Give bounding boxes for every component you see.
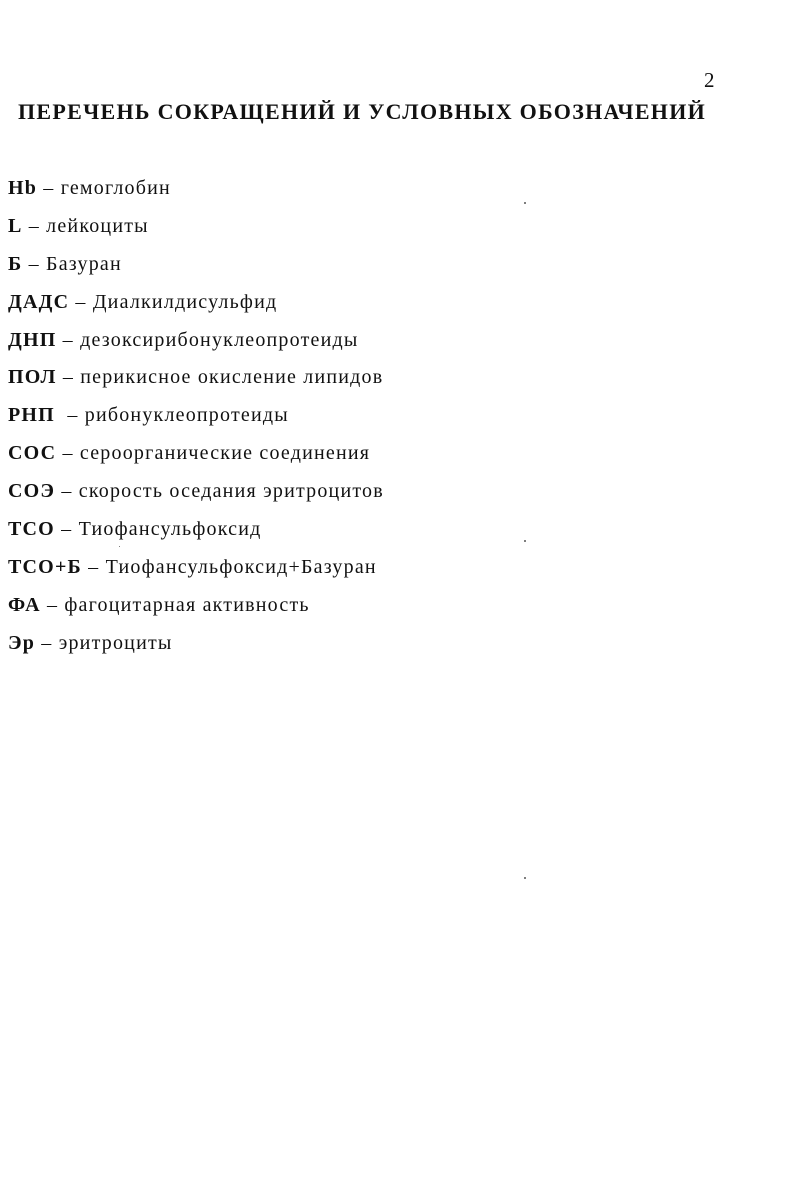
abbreviation-term: Б xyxy=(8,252,23,275)
abbreviation-item xyxy=(8,477,384,515)
page-title: ПЕРЕЧЕНЬ СОКРАЩЕНИЙ И УСЛОВНЫХ ОБОЗНАЧЕНИЙ xyxy=(18,99,707,124)
abbreviation-term: Hb xyxy=(8,177,38,199)
abbreviation-term: ПОЛ xyxy=(8,366,57,389)
abbreviation-separator: – xyxy=(40,593,65,616)
scan-speck xyxy=(524,202,526,204)
abbreviation-list xyxy=(8,174,384,667)
abbreviation-item xyxy=(8,212,384,250)
abbreviation-separator: – xyxy=(35,631,59,654)
abbreviation-term: ТСО xyxy=(8,518,55,541)
abbreviation-term: ДНП xyxy=(8,328,57,351)
abbreviation-definition: рибонуклеопротеиды xyxy=(84,404,289,427)
abbreviation-separator: – xyxy=(69,290,93,313)
abbreviation-definition: скорость оседания эритроцитов xyxy=(78,480,384,503)
abbreviation-item xyxy=(8,439,384,477)
abbreviation-separator: – xyxy=(56,442,80,465)
abbreviation-item xyxy=(8,629,384,667)
abbreviation-definition: Тиофансульфоксид+Базуран xyxy=(105,555,377,578)
abbreviation-term: ДАДС xyxy=(8,290,70,313)
abbreviation-separator: – xyxy=(22,252,47,275)
abbreviation-item xyxy=(8,250,384,288)
abbreviation-item xyxy=(8,553,384,591)
abbreviation-separator: – xyxy=(81,555,106,578)
abbreviation-term: ФА xyxy=(8,593,41,616)
abbreviation-definition: фагоцитарная активность xyxy=(64,593,310,616)
abbreviation-definition: Диалкилдисульфид xyxy=(92,290,278,313)
abbreviation-definition: гемоглобин xyxy=(60,177,171,199)
abbreviation-term: РНП xyxy=(8,404,55,427)
abbreviation-separator: – xyxy=(37,177,61,199)
scan-speck xyxy=(524,540,526,542)
abbreviation-term: СОЭ xyxy=(8,480,56,503)
scan-speck xyxy=(119,546,120,547)
abbreviation-separator: – xyxy=(54,404,85,427)
abbreviation-separator: – xyxy=(22,214,47,237)
abbreviation-item xyxy=(8,288,384,326)
abbreviation-definition: Базуран xyxy=(46,252,122,275)
abbreviation-separator: – xyxy=(54,518,79,541)
abbreviation-item xyxy=(8,363,384,401)
abbreviation-definition: сероорганические соединения xyxy=(79,442,371,465)
abbreviation-term: Эр xyxy=(8,631,36,654)
abbreviation-separator: – xyxy=(55,480,79,503)
abbreviation-item xyxy=(8,515,384,553)
abbreviation-item xyxy=(8,401,384,439)
abbreviation-definition: дезоксирибонуклеопротеиды xyxy=(80,328,359,351)
abbreviation-term: ТСО+Б xyxy=(8,555,82,578)
scan-speck xyxy=(524,877,526,879)
abbreviation-term: СОС xyxy=(8,442,57,465)
abbreviation-item xyxy=(8,174,384,212)
abbreviation-item xyxy=(8,326,384,364)
abbreviation-separator: – xyxy=(56,366,81,389)
abbreviation-separator: – xyxy=(56,328,81,351)
abbreviation-definition: эритроциты xyxy=(58,631,173,654)
abbreviation-definition: перикисное окисление липидов xyxy=(80,366,384,389)
page-number: 2 xyxy=(704,68,715,92)
abbreviation-definition: Тиофансульфоксид xyxy=(78,518,262,541)
abbreviation-term: L xyxy=(8,214,23,237)
abbreviation-item xyxy=(8,591,384,629)
abbreviation-definition: лейкоциты xyxy=(46,214,149,237)
